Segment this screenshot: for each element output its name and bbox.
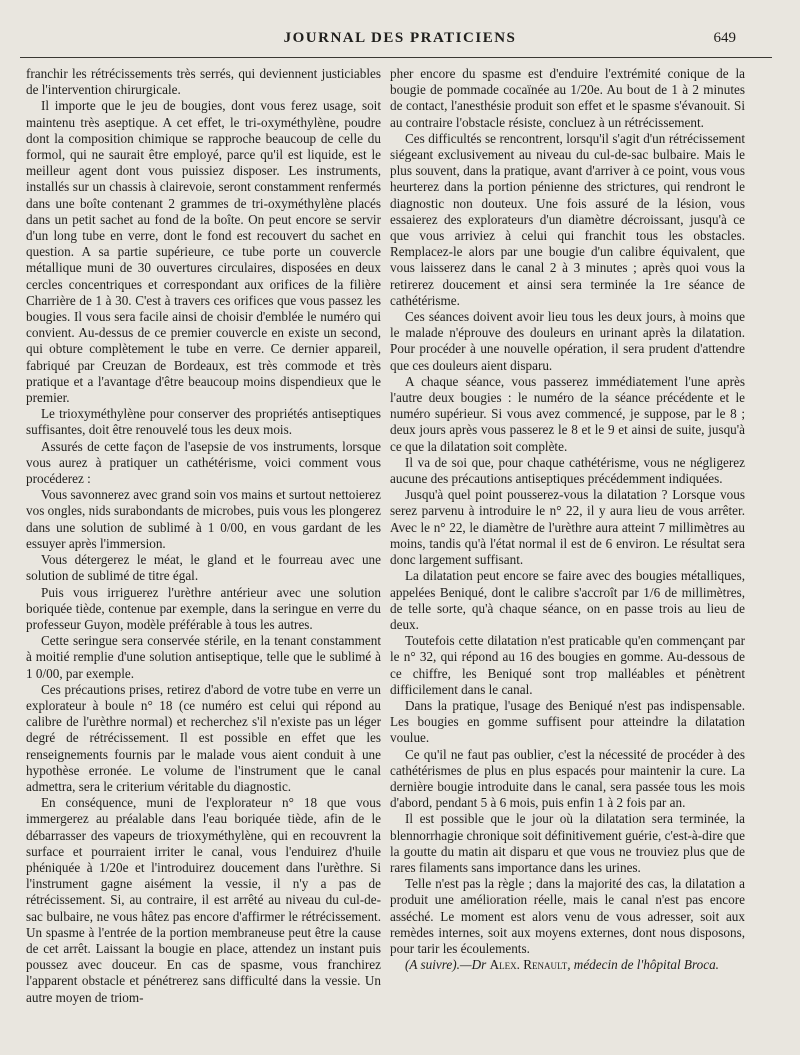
paragraph: Ces difficultés se rencontrent, lorsqu'il s'agit d'un rétrécissement siégeant exclusivement au niveau du cul-de-sac bulbaire. Mais le plus souvent, dans la pratique, avant d'arriver à ce point, vous vous heurterez dans la portion pénienne des strictures, qui rendront le diagnostic non douteux. Une fois assuré de la lésion, vous essaierez des explorateurs d'un diamètre décroissant, jusqu'à ce que vous arriviez à celui qui franchit tous les obstacles. Remplacez-le alors par une bougie d'un calibre équivalent, que vous laisserez dans le canal 2 à 3 minutes ; après quoi vous la retirerez doucement et ainsi sera terminée la 1re séance de cathétérisme. bbox=[390, 130, 745, 308]
paragraph: Il est possible que le jour où la dilatation sera terminée, la blennorrhagie chronique soit définitivement guérie, c'est-à-dire que la goutte du matin ait disparu et que vous ne trouviez plus que de rares filaments sans importance dans les urines. bbox=[390, 811, 745, 875]
signature-affiliation: , médecin de l'hôpital Broca. bbox=[567, 957, 719, 973]
paragraph: Cette seringue sera conservée stérile, en la tenant constamment à moitié remplie d'une solution antiseptique, telle que le sublimé à 1 0/00, par exemple. bbox=[26, 633, 381, 681]
paragraph: Il importe que le jeu de bougies, dont vous ferez usage, soit maintenu très aseptique. A cet effet, le tri-oxyméthylène, poudre dont la composition chimique se rapproche beaucoup de celle du formol, qui ne saurait être employé, parce qu'il est liquide, est le meilleur agent dont vous puissiez disposer. Les instruments, installés sur un chassis à clairevoie, seront constamment renfermés dans une boîte contenant 2 grammes de tri-oxyméthylène placés dans un petit sachet au fond de la boîte. On peut encore se servir d'un long tube en verre, dont le fond est recouvert du sachet en question. A sa partie supérieure, ce tube porte un couvercle métallique muni de 30 ouvertures circulaires, disposées en deux cercles concentriques et correspondant aux orifices de la filière Charrière de 1 à 30. C'est à travers ces orifices que vous passez les bougies. Il vous sera facile ainsi de choisir d'emblée le numéro qui convient. Au-dessus de ce premier couvercle en existe un second, qui obture complètement le tube en verre. Ce dernier appareil, fabriqué par Creuzan de Bordeaux, est très commode et très pratique et a l'avantage d'être beaucoup moins dispendieux que le premier. bbox=[26, 98, 381, 406]
header-rule bbox=[20, 57, 772, 58]
paragraph: Puis vous irriguerez l'urèthre antérieur avec une solution boriquée tiède, contenue par exemple, dans la seringue en verre du professeur Guyon, modèle préférable à tous les autres. bbox=[26, 584, 381, 632]
paragraph: Ces séances doivent avoir lieu tous les deux jours, à moins que le malade n'éprouve des douleurs en urinant après la dilatation. Pour procéder à une nouvelle opération, il sera prudent d'attendre que ces douleurs aient disparu. bbox=[390, 309, 745, 373]
page-header bbox=[0, 30, 800, 54]
paragraph: La dilatation peut encore se faire avec des bougies métalliques, appelées Beniqué, dont le calibre s'accroît par 1/6 de millimètres, de telle sorte, qu'à chaque séance, on en passe trois au lieu de deux. bbox=[390, 568, 745, 632]
paragraph: En conséquence, muni de l'explorateur n° 18 que vous immergerez au préalable dans l'eau boriquée tiède, afin de le débarrasser des vapeurs de trioxyméthylène, qui en recouvrent la surface et pourraient irriter le canal, vous l'enduirez d'huile phéniquée à 1/20e et l'introduirez doucement dans l'urèthre. Si l'instrument gagne aisément la vessie, il n'y a pas de rétrécissement. Si, au contraire, il est arrêté au niveau du cul-de-sac bulbaire, ne vous hâtez pas encore d'affirmer le rétrécissement. Un spasme à l'entrée de la portion membraneuse peut être la cause de cet arrêt. Laissant la bougie en place, attendez un instant puis poussez avec douceur. En cas de spasme, vous franchirez l'apparent obstacle et pénétrerez sans difficulté dans la vessie. Un autre moyen de triom- bbox=[26, 795, 381, 1005]
paragraph: Ces précautions prises, retirez d'abord de votre tube en verre un explorateur à boule n° 18 (ce numéro est celui qui répond au calibre de l'urèthre normal) et recherchez s'il n'existe pas un léger degré de rétrécissement. Il est possible en effet que les renseignements fournis par le malade vous aient conduit à une hypothèse erronée. Le volume de l'instrument que le canal admettra, sera le criterium véritable du diagnostic. bbox=[26, 681, 381, 794]
paragraph: Jusqu'à quel point pousserez-vous la dilatation ? Lorsque vous serez parvenu à introduire le n° 22, il y aura lieu de vous arrêter. Avec le n° 22, le diamètre de l'urèthre aura atteint 7 millimètres au moins, tandis qu'à l'état normal il est de 6 environ. Le résultat sera donc largement suffisant. bbox=[390, 487, 745, 568]
journal-title: JOURNAL DES PRATICIENS bbox=[283, 30, 517, 46]
left-column bbox=[26, 66, 381, 1041]
paragraph: Ce qu'il ne faut pas oublier, c'est la nécessité de procéder à des cathétérismes de plus en plus espacés pour maintenir la cure. La dernière bougie introduite dans le canal, sera passée tous les mois d'abord, pendant 5 à 6 mois, puis enfin 1 à 2 fois par an. bbox=[390, 746, 745, 811]
paragraph: Telle n'est pas la règle ; dans la majorité des cas, la dilatation a produit une amélioration réelle, mais le canal n'est pas encore asséché. Le moment est alors venu de vous adresser, soit aux remèdes internes, soit aux moyens externes, dont nous disposons, pour tarir les écoulements. bbox=[390, 876, 745, 956]
paragraph: Le trioxyméthylène pour conserver des propriétés antiseptiques suffisantes, doit être renouvelé tous les deux mois. bbox=[26, 406, 381, 438]
paragraph: Il va de soi que, pour chaque cathétérisme, vous ne négligerez aucune des précautions antiseptiques précédemment indiquées. bbox=[390, 454, 745, 487]
paragraph: Vous détergerez le méat, le gland et le fourreau avec une solution de sublimé de titre égal. bbox=[26, 552, 381, 584]
page-number: 649 bbox=[713, 30, 736, 46]
right-column bbox=[390, 66, 745, 1041]
paragraph: franchir les rétrécissements très serrés, qui deviennent justiciables de l'intervention chirurgicale. bbox=[26, 66, 381, 98]
paragraph: Assurés de cette façon de l'asepsie de vos instruments, lorsque vous aurez à pratiquer un cathétérisme, voici comment vous procéderez : bbox=[26, 438, 381, 487]
paragraph: Dans la pratique, l'usage des Beniqué n'est pas indispensable. Les bougies en gomme suffisent pour atteindre la dilatation voulue. bbox=[390, 697, 745, 746]
signature-author: Alex. Renault bbox=[489, 957, 568, 973]
signature-prefix: (A suivre).—Dr bbox=[405, 957, 490, 973]
paragraph: Vous savonnerez avec grand soin vos mains et surtout nettoierez vos ongles, nids surabondants de microbes, puis vous les plongerez dans une solution de sublimé à 1 0/00, en vous gardant de les essuyer après l'immersion. bbox=[26, 487, 381, 551]
paragraph: pher encore du spasme est d'enduire l'extrémité conique de la bougie de pommade cocaïnée au 1/20e. Au bout de 1 à 2 minutes de contact, l'anesthésie produit son effet et le spasme s'évanouit. Si au contraire l'obstacle résiste, concluez à un rétrécissement. bbox=[390, 66, 745, 130]
paragraph: A chaque séance, vous passerez immédiatement l'une après l'autre deux bougies : le numéro de la séance précédente et le numéro supérieur. Si vous avez commencé, je suppose, par le 8 ; deux jours après vous passerez le 8 et le 9 et ainsi de suite, jusqu'à ce que la dilatation soit complète. bbox=[390, 373, 745, 454]
signature bbox=[390, 957, 745, 973]
paragraph: Toutefois cette dilatation n'est praticable qu'en commençant par le n° 32, qui répond au 16 des bougies en gomme. Au-dessous de ce chiffre, les Beniqué sont trop malléables et pénètrent difficilement dans le canal. bbox=[390, 633, 745, 697]
